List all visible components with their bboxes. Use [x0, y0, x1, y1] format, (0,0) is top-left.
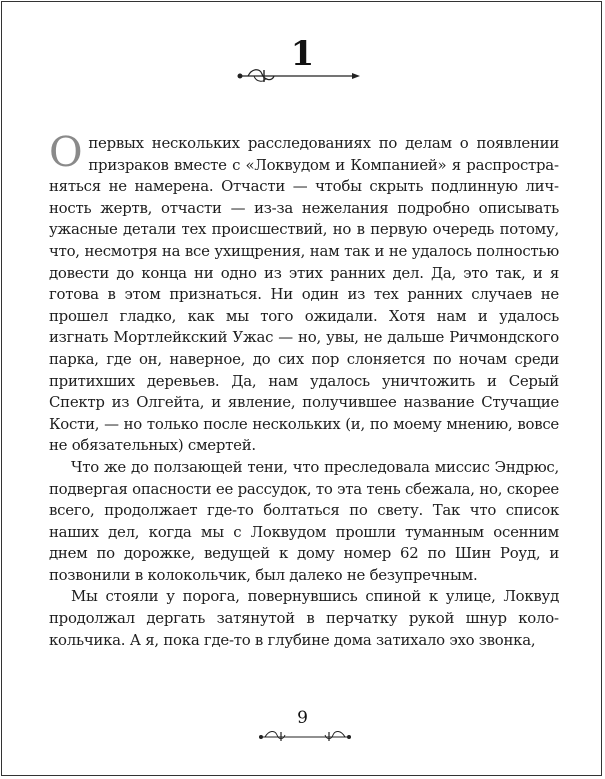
chapter-body [49, 128, 559, 651]
paragraph-1 [49, 128, 559, 457]
rapier-ornament-icon [234, 66, 364, 86]
paragraph-3: Мы стояли у порога, повернувшись спиной к улице, Локвуд продолжал дергать затянутой в перчатку рукой шнур колокольчика. А я, пока где-то в глубине дома затихало эхо звонка, [49, 587, 559, 649]
paragraph-2: Что же до ползающей тени, что преследовала миссис Эндрюс, подвергая опасности ее рассудок, то эта тень сбежала, но, скорее всего, продолжает где-то болтаться по свету. Так что список наших дел, когда мы с Локвудом прошли туманным осенним днем по дорожке, ведущей к дому номер 62 по Шин Роуд, и позвонили в колокольчик, был далеко не безупречным. [49, 457, 559, 584]
footer-flourish-icon [257, 725, 353, 743]
paragraph-1-text: первых нескольких расследованиях по делам о появлении призраков вместе с «Локвудом и Компанией» я распространяться не намерена. Отчасти — чтобы скрыть подлинную личность жертв, отчасти — из-за нежелания подробно описывать ужасные детали тех происшествий, но в первую очередь потому, что, несмотря на все ухищрения, нам так и не удалось полностью довести до конца ни одно из этих ранних дел. Да, это так, и я готова в этом признаться. Ни один из тех ранних случаев не прошел гладко, как мы того ожидали. Хотя нам и удалось изгнать Мортлейкский Ужас — но, увы, не дальше Ричмондского парка, где он, наверное, до сих пор слоняется по ночам среди притихших деревьев. Да, нам удалось уничтожить и Серый Спектр из Олгейта, и явление, получившее название Стучащие Кости, — но только после нескольких (и, по моему мнению, вовсе не обязательных) смертей. [49, 134, 559, 455]
chapter-number: 1 [290, 34, 315, 74]
drop-cap: О [49, 128, 83, 176]
page-number: 9 [297, 708, 308, 728]
